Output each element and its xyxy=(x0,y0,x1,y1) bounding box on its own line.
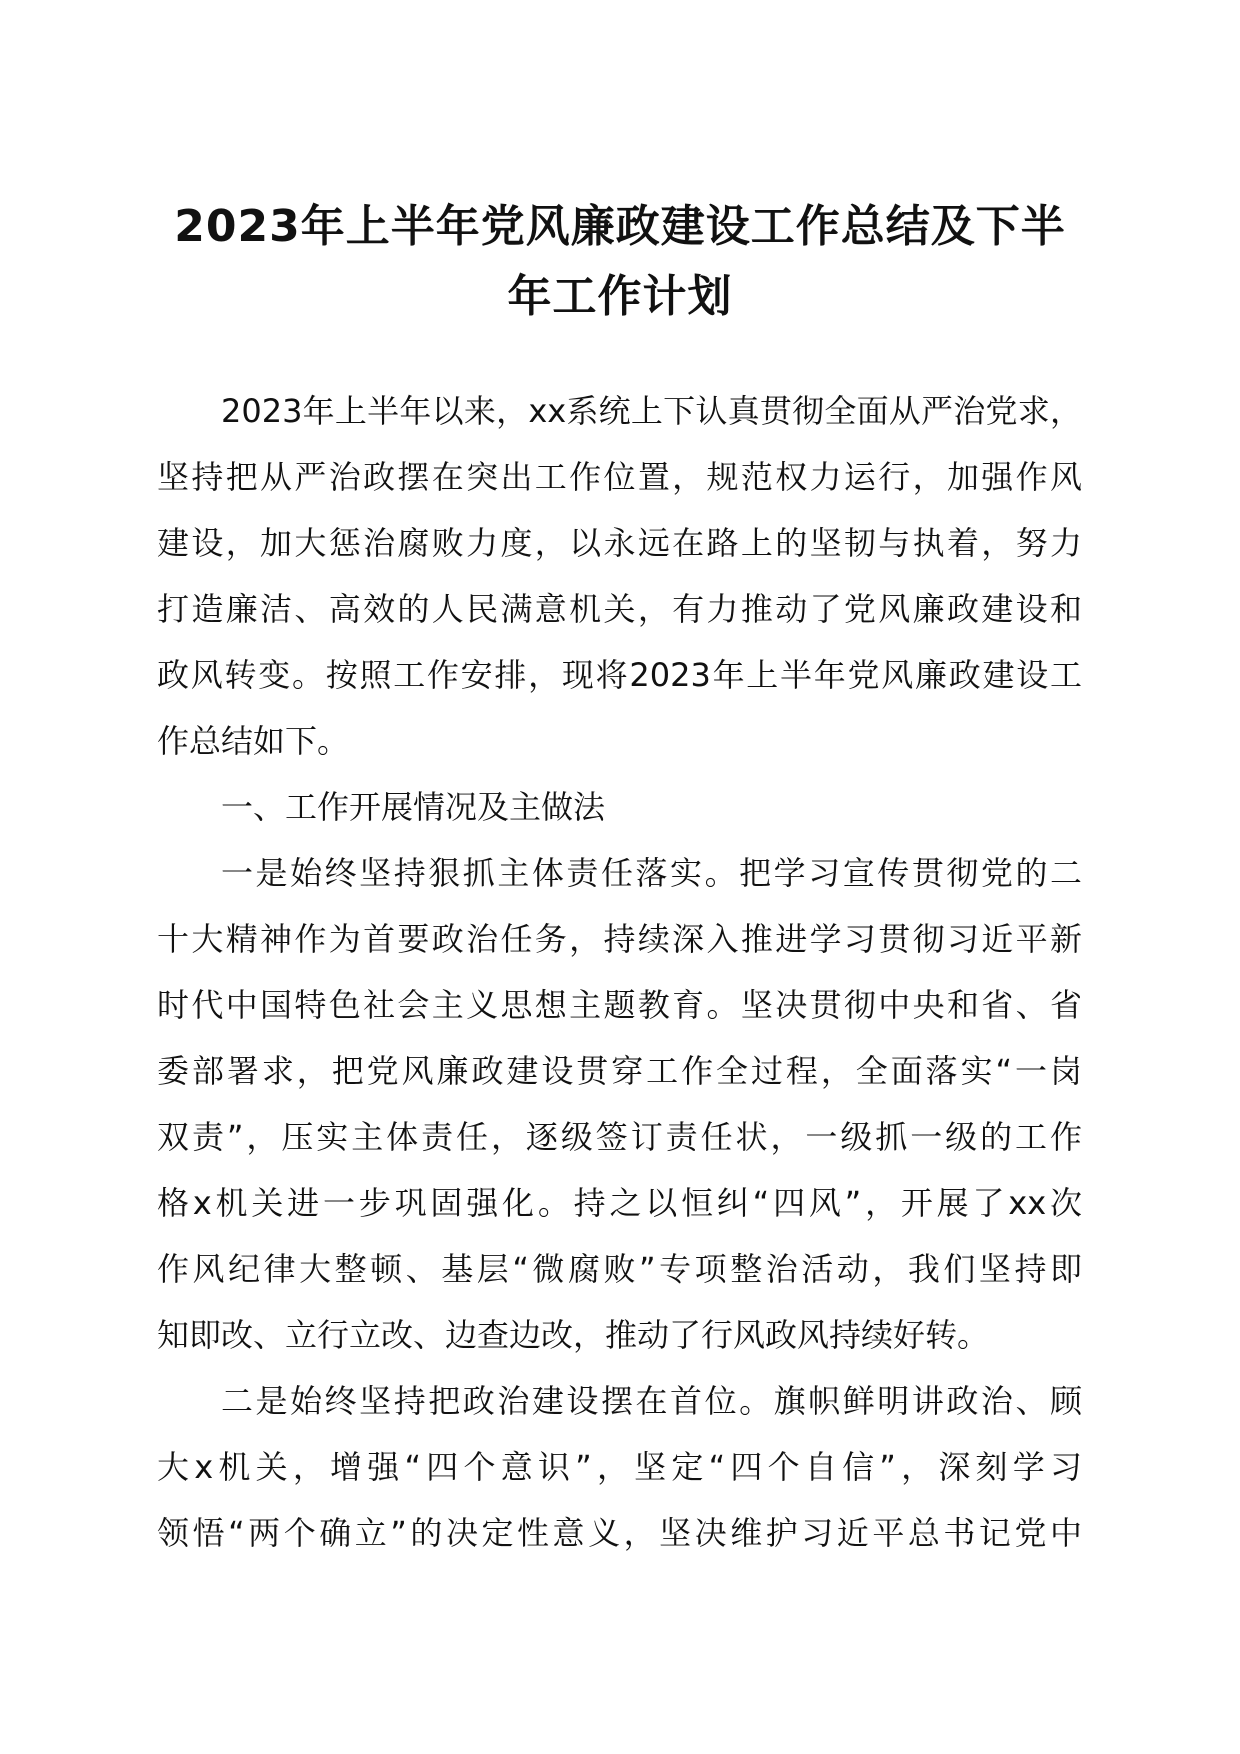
paragraph-line: 2023年上半年以来，xx系统上下认真贯彻全面从严治党求， xyxy=(221,392,1082,430)
paragraph-line: 领悟“两个确立”的决定性意义，坚决维护习近平总书记党中 xyxy=(157,1514,1082,1552)
paragraph-line: 作总结如下。 xyxy=(157,722,350,760)
paragraph-line: 一是始终坚持狠抓主体责任落实。把学习宣传贯彻党的二 xyxy=(221,854,1082,892)
paragraph-line: 建设，加大惩治腐败力度，以永远在路上的坚韧与执着，努力 xyxy=(157,524,1082,562)
paragraph-line: 政风转变。按照工作安排，现将2023年上半年党风廉政建设工 xyxy=(157,656,1082,694)
paragraph-line: 委部署求，把党风廉政建设贯穿工作全过程，全面落实“一岗 xyxy=(157,1052,1082,1090)
title-line-1: 2023年上半年党风廉政建设工作总结及下半 xyxy=(174,201,1066,252)
title-line-2: 年工作计划 xyxy=(507,271,733,322)
paragraph-line: 作风纪律大整顿、基层“微腐败”专项整治活动，我们坚持即 xyxy=(157,1250,1082,1288)
paragraph-line: 坚持把从严治政摆在突出工作位置，规范权力运行，加强作风 xyxy=(157,458,1082,496)
paragraph-line: 知即改、立行立改、边查边改，推动了行风政风持续好转。 xyxy=(157,1316,990,1354)
paragraph-line: 双责”，压实主体责任，逐级签订责任状，一级抓一级的工作 xyxy=(157,1118,1082,1156)
paragraph-line: 十大精神作为首要政治任务，持续深入推进学习贯彻习近平新 xyxy=(157,920,1082,958)
section-heading: 一、工作开展情况及主做法 xyxy=(221,788,606,826)
document-title xyxy=(150,192,1090,332)
paragraph-line: 格x机关进一步巩固强化。持之以恒纠“四风”，开展了xx次 xyxy=(157,1184,1082,1222)
paragraph-line: 打造廉洁、高效的人民满意机关，有力推动了党风廉政建设和 xyxy=(157,590,1082,628)
paragraph-line: 二是始终坚持把政治建设摆在首位。旗帜鲜明讲政治、顾 xyxy=(221,1382,1082,1420)
document-body xyxy=(157,378,1082,1566)
paragraph-line: 时代中国特色社会主义思想主题教育。坚决贯彻中央和省、省 xyxy=(157,986,1082,1024)
paragraph-line: 大x机关，增强“四个意识”，坚定“四个自信”，深刻学习 xyxy=(157,1448,1082,1486)
